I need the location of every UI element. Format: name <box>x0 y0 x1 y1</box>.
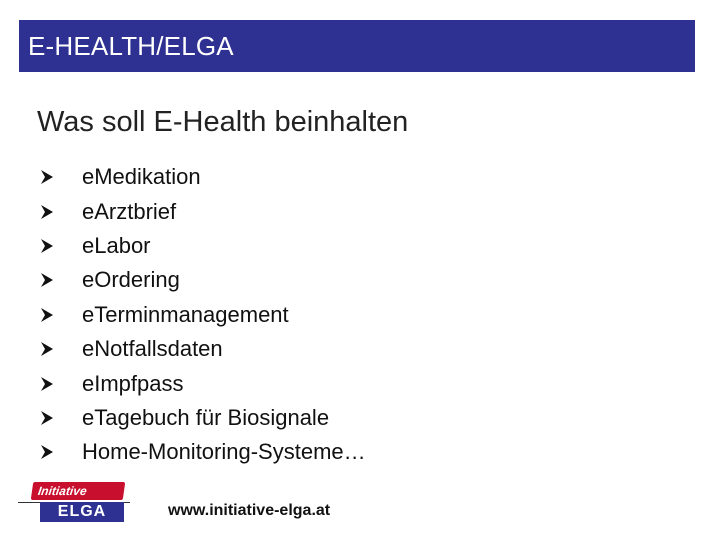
list-item <box>40 366 366 400</box>
arrow-bullet-icon <box>40 376 82 392</box>
list-item <box>40 229 366 263</box>
list-item-label: eImpfpass <box>82 370 184 396</box>
arrow-bullet-icon <box>40 204 82 220</box>
list-item <box>40 435 366 469</box>
arrow-bullet-icon <box>40 238 82 254</box>
elga-logo <box>18 480 130 524</box>
logo-elga-label: ELGA <box>40 502 124 522</box>
list-item-label: eMedikation <box>82 164 201 190</box>
footer-url-link[interactable]: www.initiative-elga.at <box>168 502 331 519</box>
list-item <box>40 263 366 297</box>
arrow-bullet-icon <box>40 307 82 323</box>
bullet-list <box>40 160 366 470</box>
list-item <box>40 160 366 194</box>
list-item-label: eNotfallsdaten <box>82 336 223 362</box>
arrow-bullet-icon <box>40 410 82 426</box>
logo-initiative-label: Initiative <box>31 482 126 500</box>
arrow-bullet-icon <box>40 169 82 185</box>
list-item-label: eTagebuch für Biosignale <box>82 404 330 430</box>
list-item-label: eOrdering <box>82 267 180 293</box>
slide-subtitle: Was soll E-Health beinhalten <box>37 106 409 138</box>
header-bar <box>19 20 695 72</box>
arrow-bullet-icon <box>40 341 82 357</box>
list-item <box>40 401 366 435</box>
list-item-label: eTerminmanagement <box>82 301 289 327</box>
list-item <box>40 298 366 332</box>
arrow-bullet-icon <box>40 444 82 460</box>
list-item <box>40 194 366 228</box>
list-item-label: eArztbrief <box>82 198 177 224</box>
arrow-bullet-icon <box>40 272 82 288</box>
page-title: E-HEALTH/ELGA <box>28 30 234 61</box>
list-item-label: Home-Monitoring-Systeme… <box>82 439 366 465</box>
list-item <box>40 332 366 366</box>
list-item-label: eLabor <box>82 232 151 258</box>
